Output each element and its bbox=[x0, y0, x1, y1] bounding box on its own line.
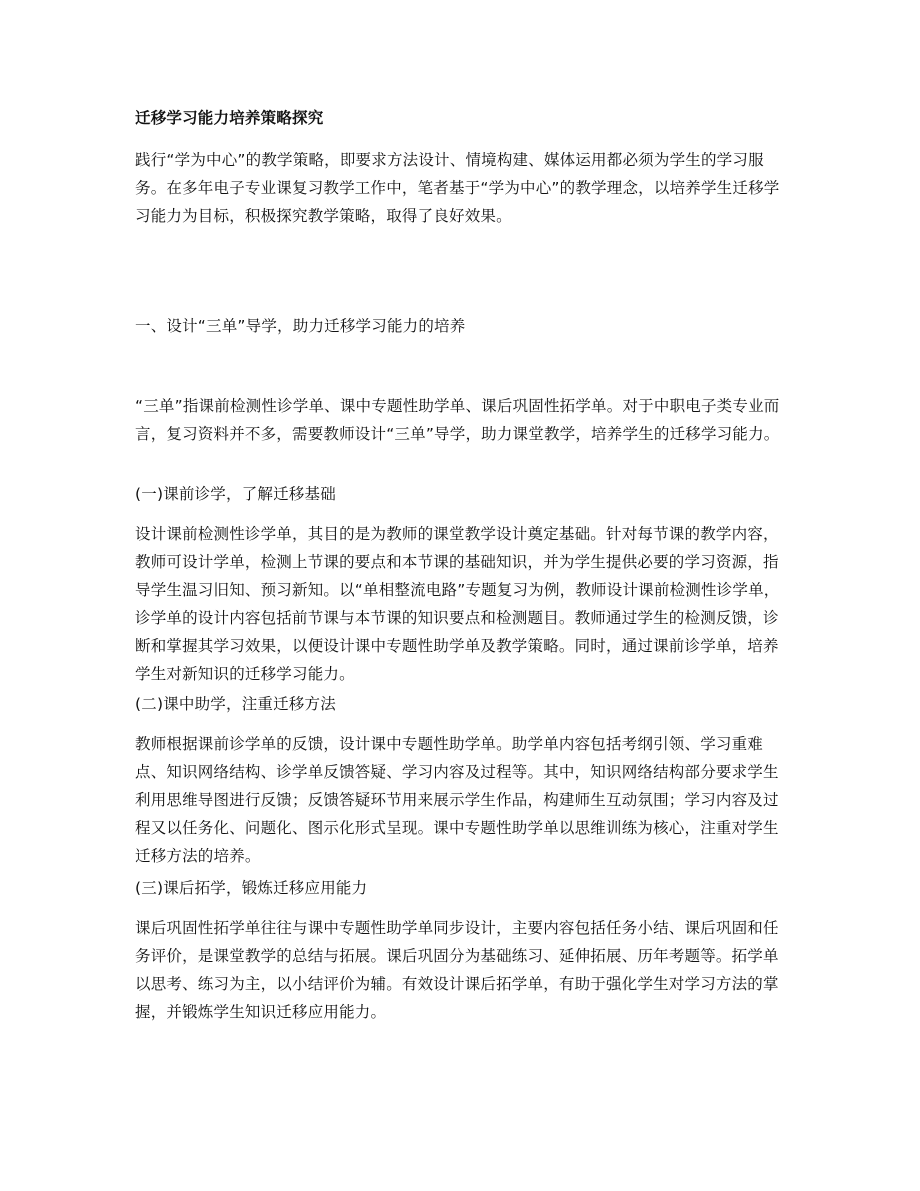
subsection-paragraph-2: 教师根据课前诊学单的反馈，设计课中专题性助学单。助学单内容包括考纲引领、学习重难点、知识网络结构、诊学单反馈答疑、学习内容及过程等。其中，知识网络结构部分要求学生利用思维导图进行反馈；反馈答疑环节用来展示学生作品，构建师生互动氛围；学习内容及过程又以任务化、问题化、图示化形式呈现。课中专题性助学单以思维训练为核心，注重对学生迁移方法的培养。 bbox=[135, 735, 779, 865]
subsection-heading-1: (一)课前诊学，了解迁移基础 bbox=[135, 485, 336, 503]
subsection-heading-3: (三)课后拓学，锻炼迁移应用能力 bbox=[135, 879, 368, 897]
subsection-heading-2: (二)课中助学，注重迁移方法 bbox=[135, 695, 336, 713]
page-title: 迁移学习能力培养策略探究 bbox=[135, 109, 324, 127]
section-heading-1: 一、设计“三单”导学，助力迁移学习能力的培养 bbox=[135, 317, 466, 335]
subsection-paragraph-1: 设计课前检测性诊学单，其目的是为教师的课堂教学设计奠定基础。针对每节课的教学内容，教师可设计学单，检测上节课的要点和本节课的基础知识，并为学生提供必要的学习资源，指导学生温习旧知、预习新知。以“单相整流电路”专题复习为例，教师设计课前检测性诊学单，诊学单的设计内容包括前节课与本节课的知识要点和检测题目。教师通过学生的检测反馈，诊断和掌握其学习效果，以便设计课中专题性助学单及教学策略。同时，通过课前诊学单，培养学生对新知识的迁移学习能力。 bbox=[135, 525, 780, 683]
section-paragraph-1: “三单”指课前检测性诊学单、课中专题性助学单、课后巩固性拓学单。对于中职电子类专业而言，复习资料并不多，需要教师设计“三单”导学，助力课堂教学，培养学生的迁移学习能力。 bbox=[135, 397, 780, 443]
subsection-paragraph-3: 课后巩固性拓学单往往与课中专题性助学单同步设计，主要内容包括任务小结、课后巩固和任务评价，是课堂教学的总结与拓展。课后巩固分为基础练习、延伸拓展、历年考题等。拓学单以思考、练习为主，以小结评价为辅。有效设计课后拓学单，有助于强化学生对学习方法的掌握，并锻炼学生知识迁移应用能力。 bbox=[135, 919, 779, 1021]
intro-paragraph: 践行“学为中心”的教学策略，即要求方法设计、情境构建、媒体运用都必须为学生的学习服务。在多年电子专业课复习教学工作中，笔者基于“学为中心”的教学理念，以培养学生迁移学习能力为目标，积极探究教学策略，取得了良好效果。 bbox=[135, 151, 780, 225]
